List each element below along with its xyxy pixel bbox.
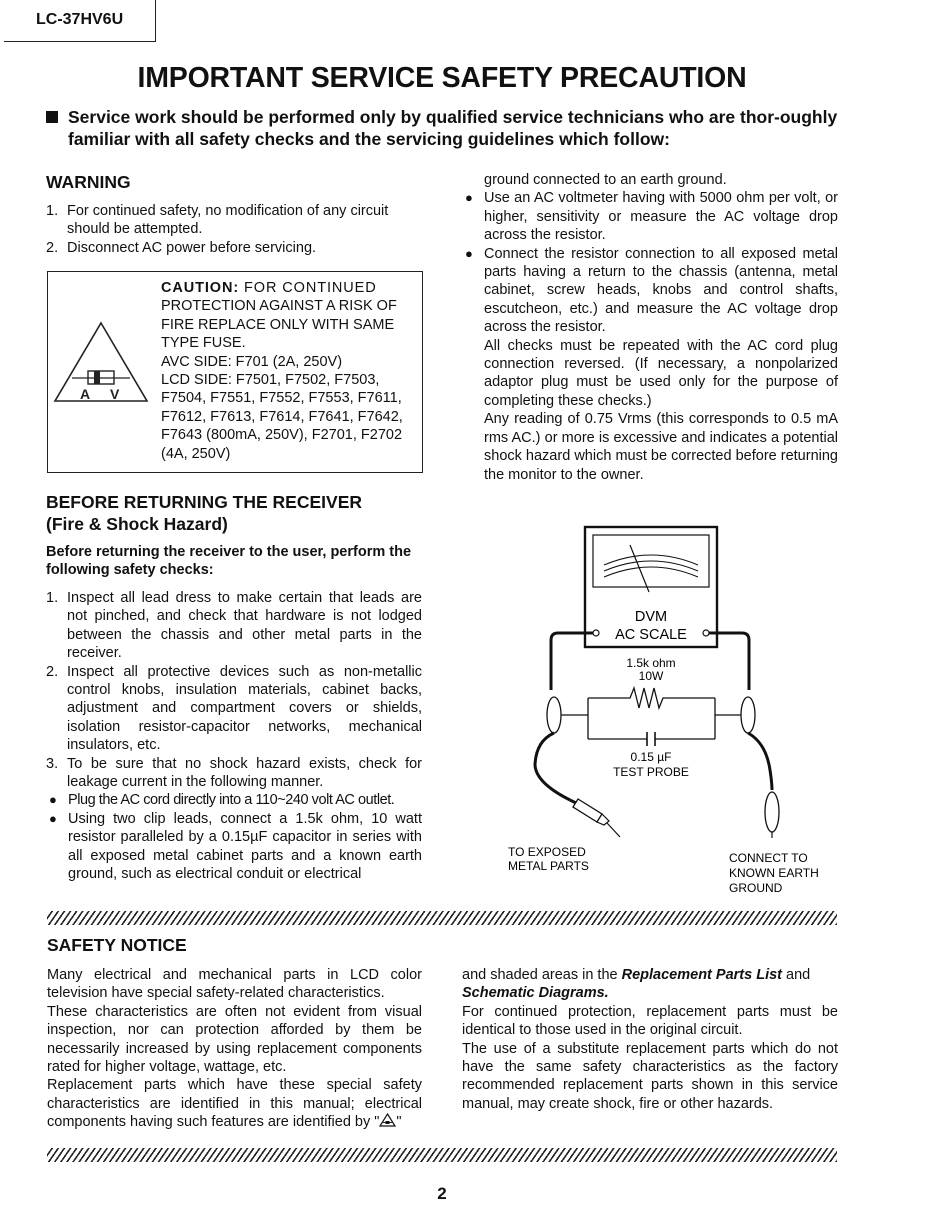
notice-paragraph: The use of a substitute replacement parts which do not have the same safety characteristics as the factory recommended replacement parts shown in this service manual, may create shock, fire or other hazards. xyxy=(462,1040,838,1112)
safety-checks-list xyxy=(46,589,422,884)
check-paragraph: All checks must be repeated with the AC cord plug connection reversed. (If necessary, a nonpolarized adaptor plug must be used only for the purpose of completing these checks.) xyxy=(484,337,838,409)
warning-item: 2. Disconnect AC power before servicing. xyxy=(46,239,317,256)
symbol-v-label: V xyxy=(110,386,120,402)
page-title: IMPORTANT SERVICE SAFETY PRECAUTION xyxy=(137,62,747,94)
check-paragraph: Any reading of 0.75 Vrms (this corresponds to 0.5 mA rms AC.) or more is excessive and indicates a potential shock hazard which must be corrected before returning the monitor to the owner. xyxy=(484,411,838,483)
right-column-checks xyxy=(462,171,838,484)
symbol-a-label: A xyxy=(80,386,91,402)
warning-item: 1. For continued safety, no modification of any circuit should be attempted. xyxy=(46,203,389,238)
warning-triangle-icon xyxy=(379,1113,396,1127)
test-probe-label: TEST PROBE xyxy=(613,765,689,779)
safety-notice-right xyxy=(462,966,838,1113)
continuation-text: ground connected to an earth ground. xyxy=(484,172,727,188)
notice-paragraph: For continued protection, replacement parts must be identical to those used in the original circuit. xyxy=(462,1003,838,1039)
before-returning-heading: BEFORE RETURNING THE RECEIVER (Fire & Shock Hazard) xyxy=(46,492,362,534)
resistor-symbol xyxy=(588,688,715,708)
warning-list xyxy=(46,202,422,257)
left-clip xyxy=(547,697,561,733)
meter-terminal xyxy=(703,630,709,636)
caution-label: CAUTION: xyxy=(161,280,240,296)
square-bullet-icon xyxy=(46,111,58,123)
meter-terminal xyxy=(593,630,599,636)
notice-paragraph: Many electrical and mechanical parts in LCD color television have special safety-related characteristics. xyxy=(47,967,422,1002)
safety-notice-heading: SAFETY NOTICE xyxy=(47,935,187,955)
exposed-metal-label: TO EXPOSED xyxy=(508,845,586,859)
test-probe xyxy=(570,799,620,837)
check-item: 1. Inspect all lead dress to make certain that leads are not pinched, and check that hardware is not lodged between the chassis and other metal parts in the receiver. xyxy=(46,590,422,662)
meter-label-dvm: DVM xyxy=(634,609,668,625)
resistor-watt-label: 10W xyxy=(638,669,664,683)
warning-heading: WARNING xyxy=(46,172,131,192)
model-number: LC-37HV6U xyxy=(36,11,124,28)
intro-text: Service work should be performed only by qualified service technicians who are thor-oughly familiar with all safety checks and the servicing guidelines which follow: xyxy=(68,107,838,149)
before-returning-lead: Before returning the receiver to the user, perform the following safety checks: xyxy=(46,544,412,579)
meter-label-ac-scale: AC SCALE xyxy=(615,627,687,643)
ground-clip xyxy=(765,792,779,832)
leakage-test-diagram xyxy=(480,515,860,905)
svg-text:KNOWN EARTH: KNOWN EARTH xyxy=(729,866,819,880)
earth-ground-label: CONNECT TO xyxy=(729,851,808,865)
schematic-diagrams-ref: Schematic Diagrams. xyxy=(462,985,609,1002)
caution-text: CAUTION: FOR CONTINUED PROTECTION AGAINST A RISK OF FIRE REPLACE ONLY WITH SAME TYPE FUSE. AVC SIDE: F701 (2A, 250V) LCD SIDE: F7501, F7502, F7503, F7504, F7551, F7552, F7553, F7611, F7612, F7613, F7614, F7641, F7642, F7643 (800mA, 250V), F2701, F2702 (4A, 250V) xyxy=(161,280,403,462)
check-bullet: ● Using two clip leads, connect a 1.5k ohm, 10 watt resistor paralleled by a 0.15µF capacitor in series with all exposed metal cabinet parts and a known earth ground, such as electrical conduit or electrical xyxy=(49,810,422,883)
check-item: 2. Inspect all protective devices such as non-metallic control knobs, insulation materials, cabinet backs, adjustment and compartment covers or shields, isolation resistor-capacitor networks, mechanical insulators, etc. xyxy=(46,663,422,754)
model-tab xyxy=(4,0,156,42)
intro-statement xyxy=(46,106,846,150)
svg-text:GROUND: GROUND xyxy=(729,881,783,895)
svg-text:METAL PARTS: METAL PARTS xyxy=(508,859,589,873)
resistor-value-label: 1.5k ohm xyxy=(626,656,676,670)
check-bullet: ● Connect the resistor connection to all exposed metal parts having a return to the chassis (antenna, metal cabinet, screw heads, knobs and control shafts, escutcheon, etc.) and measure the AC voltage drop across the resistor. xyxy=(465,245,838,336)
check-item: 3. To be sure that no shock hazard exists, check for leakage current in the following manner. xyxy=(46,755,422,791)
hatched-divider xyxy=(47,911,837,925)
notice-paragraph: These characteristics are often not evident from visual inspection, nor can protection afforded by them be necessarily increased by using replacement components rated for higher voltage, wattage, etc. xyxy=(47,1003,422,1076)
capacitor-value-label: 0.15 µF xyxy=(630,750,672,764)
page-number: 2 xyxy=(437,1184,447,1203)
right-clip xyxy=(741,697,755,733)
replacement-parts-list-ref: Replacement Parts List xyxy=(621,967,782,983)
warning-triangle-fuse-icon xyxy=(52,320,150,404)
notice-paragraph: and shaded areas in the Replacement Parts List and Schematic Diagrams. xyxy=(462,967,811,1002)
notice-paragraph: Replacement parts which have these special safety characteristics are identified in this manual; electrical components having such features are identified by " " xyxy=(47,1077,422,1131)
check-bullet: ● Plug the AC cord directly into a 110~240 volt AC outlet. xyxy=(49,792,395,809)
check-bullet: ● Use an AC voltmeter having with 5000 ohm per volt, or higher, sensitivity or measure the AC voltage drop across the resistor. xyxy=(465,190,838,244)
safety-notice-left xyxy=(47,966,422,1132)
hatched-divider xyxy=(47,1148,837,1162)
